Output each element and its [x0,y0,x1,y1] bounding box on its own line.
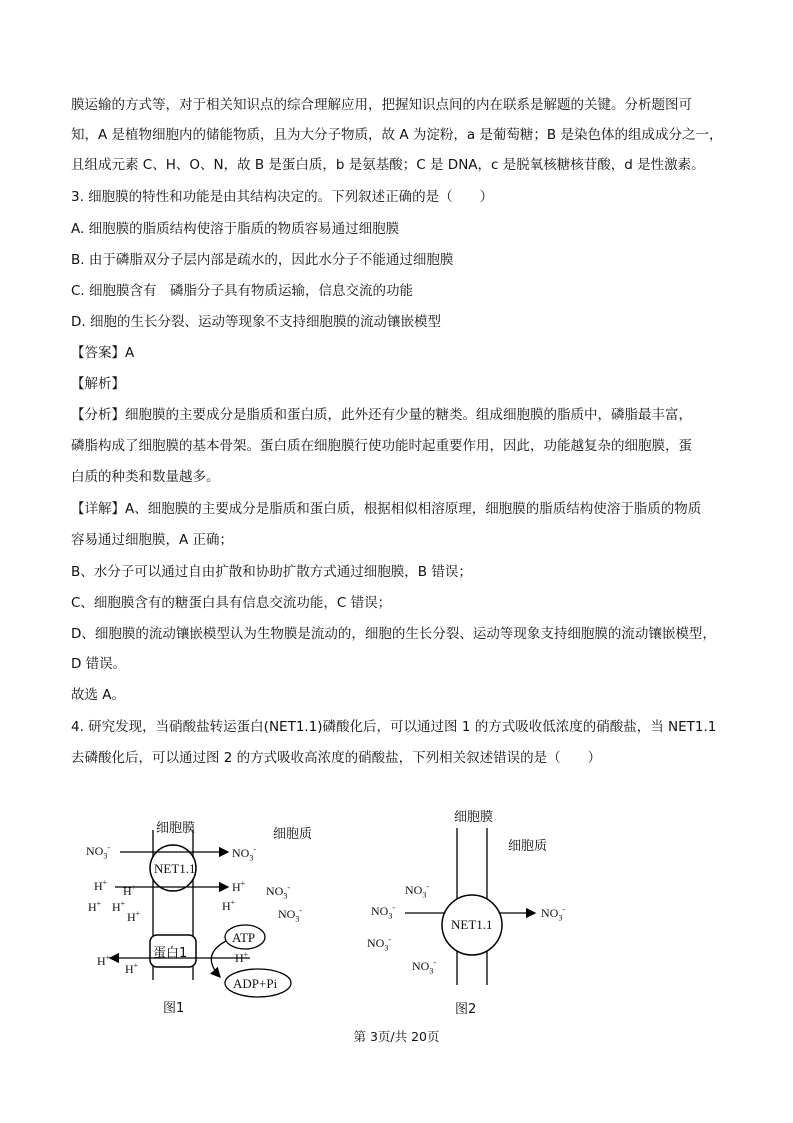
figure-1 [80,805,340,1020]
fig2-no3-right: $NO_3^-$ [541,905,566,923]
text-line: 去磷酸化后，可以通过图 2 的方式吸收高浓度的硝酸盐，下列相关叙述错误的是（ ） [71,750,602,766]
fig1-no3-mid: $NO_3^-$ [266,883,291,901]
text-line: A. 细胞膜的脂质结构使溶于脂质的物质容易通过细胞膜 [71,221,400,237]
text-line: 知，A 是植物细胞内的储能物质，且为大分子物质，故 A 为淀粉，a 是葡萄糖；B 是染色体的组成成分之一， [71,127,723,143]
fig2-no3-1: $NO_3^-$ [405,882,430,900]
page-footer: 第 3页/共 20页 [353,1029,440,1044]
fig1-atp-label: ATP [232,930,256,945]
fig1-net-label: NET1.1 [154,861,196,876]
fig1-h-2: H+ [123,883,137,898]
fig1-adp-label: ADP+Pi [233,976,278,991]
text-line: C. 细胞膜含有 磷脂分子具有物质运输，信息交流的功能 [71,283,414,299]
text-line: 【详解】A、细胞膜的主要成分是脂质和蛋白质，根据相似相溶原理，细胞膜的脂质结构使溶于脂质的物质 [71,501,702,517]
text-line: 【解析】 [71,376,125,392]
text-line: 且组成元素 C、H、O、N，故 B 是蛋白质，b 是氨基酸；C 是 DNA，c 是脱氧核糖核苷酸，d 是性激素。 [71,157,705,173]
fig1-h-1: H+ [94,878,108,893]
fig1-h-9: H+ [97,953,111,968]
text-line: 膜运输的方式等，对于相关知识点的综合理解应用，把握知识点间的内在联系是解题的关键。分析题图可 [71,97,692,113]
fig2-no3-2: $NO_3^-$ [371,903,396,921]
figure-2 [365,800,605,1020]
fig1-cytoplasm-label: 细胞质 [273,827,313,842]
fig1-h-7: H+ [222,898,236,913]
fig2-no3-3: $NO_3^-$ [367,935,392,953]
fig2-cytoplasm-label: 细胞质 [508,839,548,854]
fig1-caption: 图1 [163,1001,185,1016]
fig1-membrane-label: 细胞膜 [156,821,196,836]
text-line: D、细胞膜的流动镶嵌模型认为生物膜是流动的，细胞的生长分裂、运动等现象支持细胞膜的流动镶嵌模型， [71,626,716,642]
text-line: D. 细胞的生长分裂、运动等现象不支持细胞膜的流动镶嵌模型 [71,314,441,330]
fig1-no3-left: $NO_3^-$ [86,843,111,861]
fig2-net-label: NET1.1 [451,917,493,932]
fig1-no3-low: $NO_3^-$ [278,906,303,924]
fig2-caption: 图2 [455,1002,477,1017]
fig2-no3-4: $NO_3^-$ [412,958,437,976]
text-line: 【分析】细胞膜的主要成分是脂质和蛋白质，此外还有少量的糖类。组成细胞膜的脂质中，磷脂最丰富， [71,407,692,423]
fig1-h-10: H+ [125,961,139,976]
fig1-h-3: H+ [88,899,102,914]
text-line: 白质的种类和数量越多。 [71,469,220,485]
text-line: B、水分子可以通过自由扩散和协助扩散方式通过细胞膜，B 错误； [71,564,472,580]
fig1-h-6: H+ [232,879,246,894]
fig1-h-5: H+ [127,909,141,924]
fig1-protein-label: 蛋白1 [153,946,188,961]
fig2-membrane-label: 细胞膜 [454,810,494,825]
fig1-no3-right: $NO_3^-$ [232,845,257,863]
fig1-h-8: H+ [235,950,249,965]
text-line: 4. 研究发现，当硝酸盐转运蛋白(NET1.1)磷酸化后，可以通过图 1 的方式吸收低浓度的硝酸盐，当 NET1.1 [71,719,717,735]
fig1-h-4: H+ [112,899,126,914]
text-line: 3. 细胞膜的特性和功能是由其结构决定的。下列叙述正确的是（ ） [71,189,494,205]
text-line: 容易通过细胞膜，A 正确； [71,532,234,548]
text-line: C、细胞膜含有的糖蛋白具有信息交流功能，C 错误； [71,595,392,611]
text-line: B. 由于磷脂双分子层内部是疏水的，因此水分子不能通过细胞膜 [71,252,454,268]
text-line: 磷脂构成了细胞膜的基本骨架。蛋白质在细胞膜行使功能时起重要作用，因此，功能越复杂的细胞膜，蛋 [71,438,692,454]
text-line: 【答案】A [71,345,135,361]
text-line: 故选 A。 [71,687,126,703]
figure-2-diagram [365,800,605,1020]
text-line: D 错误。 [71,656,127,672]
